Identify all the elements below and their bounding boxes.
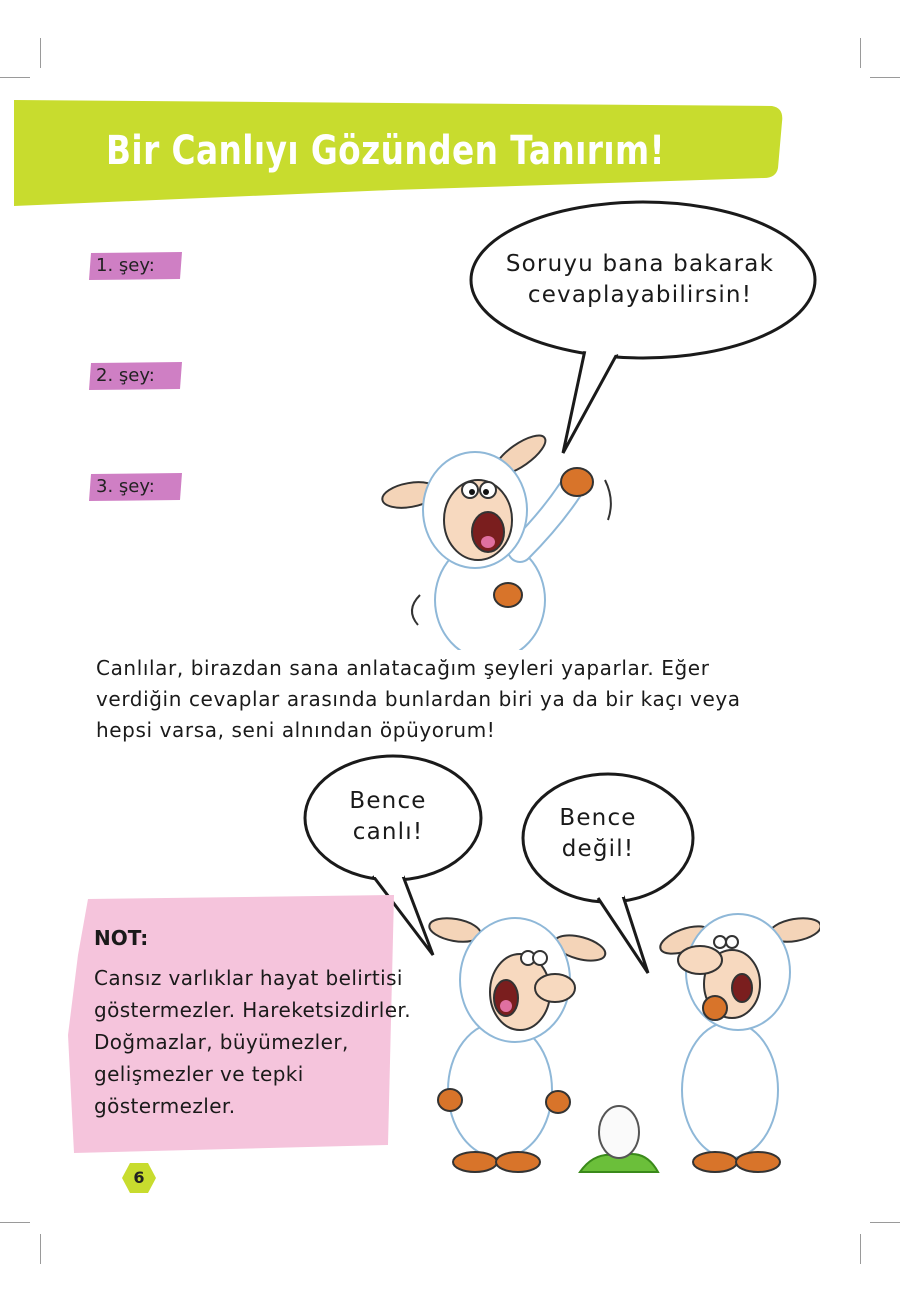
note-title: NOT: (94, 926, 149, 950)
answer-tag-label: 1. şey: (96, 255, 155, 276)
note-body: Cansız varlıklar hayat belirtisi göstermezler. Hareketsizdirler. Doğmazlar, büyümezler, gelişmezler ve tepki göstermezler. (94, 966, 411, 1118)
sheep-pair-with-egg-icon (420, 900, 820, 1180)
top-speech-bubble (465, 198, 825, 458)
crop-mark (40, 1234, 41, 1264)
answer-tag-3 (88, 472, 184, 502)
answer-tag-1 (88, 251, 184, 281)
answer-tag-2 (88, 361, 184, 391)
page-number (122, 1163, 156, 1193)
crop-mark (870, 77, 900, 78)
crop-mark (0, 77, 30, 78)
left-bubble-text: Bence canlı! (349, 788, 427, 845)
intro-paragraph: Canlılar, birazdan sana anlatacağım şeyleri yaparlar. Eğer verdiğin cevaplar arasında bunlardan biri ya da bir kaçı veya hepsi varsa, seni alnından öpüyorum! (96, 656, 741, 742)
crop-mark (860, 1234, 861, 1264)
sheep-waving-icon (380, 420, 630, 650)
crop-mark (40, 38, 41, 68)
answer-tag-label: 3. şey: (96, 476, 155, 497)
page-number-label: 6 (133, 1168, 145, 1187)
page-title: Bir Canlıyı Gözünden Tanırım! (106, 128, 665, 174)
answer-tag-label: 2. şey: (96, 365, 155, 386)
top-bubble-text: Soruyu bana bakarak cevaplayabilirsin! (505, 251, 775, 308)
crop-mark (860, 38, 861, 68)
right-bubble-text: Bence değil! (559, 805, 637, 862)
crop-mark (870, 1222, 900, 1223)
crop-mark (0, 1222, 30, 1223)
